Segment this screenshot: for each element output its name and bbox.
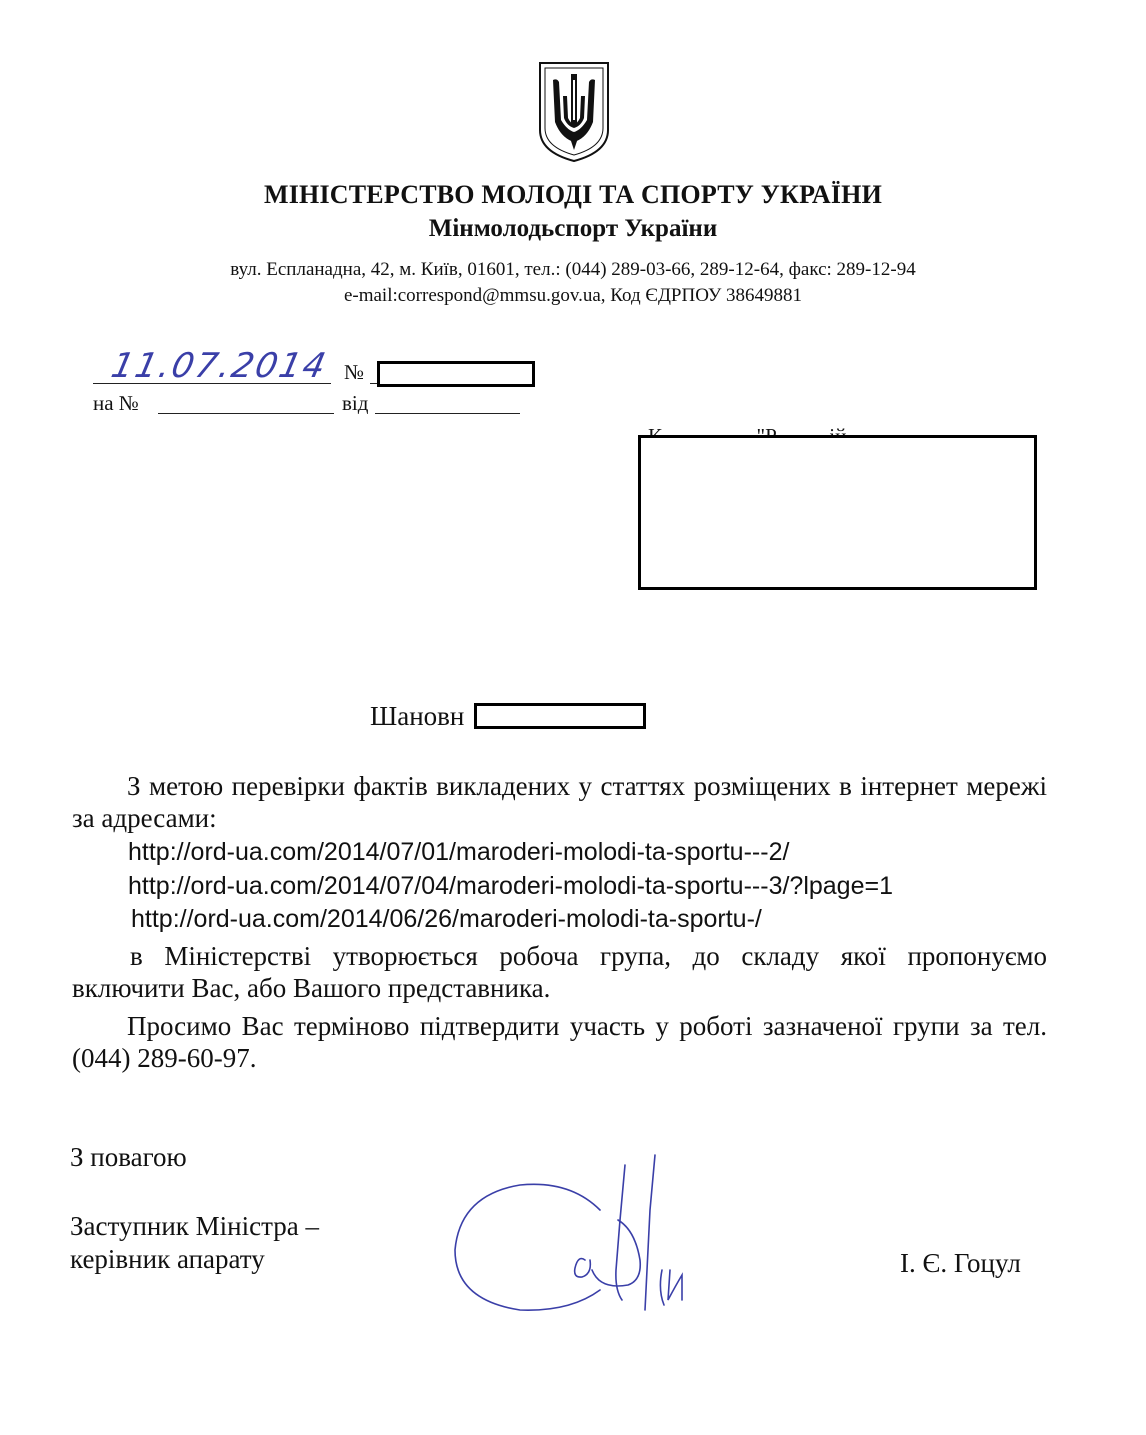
redacted-number (377, 361, 535, 387)
number-label: № (344, 360, 365, 384)
body-paragraph-1-intro: З метою перевірки фактів викладених у статтях розміщених в інтернет мережі за адресами: (72, 771, 1047, 833)
ministry-short-name: Мінмолодьспорт України (428, 215, 718, 242)
signer-name: І. Є. Гоцул (900, 1248, 1021, 1278)
reply-to-label: на № (93, 391, 139, 415)
ministry-address: вул. Еспланадна, 42, м. Київ, 01601, тел.: (044) 289-03-66, 289-12-64, факс: 289-12-94 (230, 259, 916, 280)
reply-number-line (158, 413, 334, 414)
redacted-recipient (638, 435, 1037, 590)
coat-of-arms-icon (537, 60, 611, 164)
redacted-name (474, 703, 646, 729)
handwritten-date: 11.07.2014 (107, 346, 331, 386)
article-link-2[interactable]: http://ord-ua.com/2014/07/04/maroderi-molodi-ta-sportu---3/?lpage=1 (128, 872, 893, 900)
closing-regards: З повагою (70, 1142, 187, 1172)
salutation: Шановн (370, 701, 465, 731)
signer-position-line-2: керівник апарату (70, 1244, 265, 1274)
body-paragraph-1-continuation: в Міністерстві утворюється робоча група, до складу якої пропонуємо включити Вас, або Вашого представника. (72, 941, 1047, 1003)
date-line (93, 383, 331, 384)
ministry-name: МІНІСТЕРСТВО МОЛОДІ ТА СПОРТУ УКРАЇНИ (263, 180, 883, 209)
article-link-1[interactable]: http://ord-ua.com/2014/07/01/maroderi-molodi-ta-sportu---2/ (128, 838, 790, 866)
signature-icon (450, 1150, 740, 1320)
reply-date-line (375, 413, 520, 414)
from-label: від (342, 391, 369, 415)
article-link-3[interactable]: http://ord-ua.com/2014/06/26/maroderi-molodi-ta-sportu-/ (131, 905, 762, 933)
body-paragraph-2: Просимо Вас терміново підтвердити участь у роботі зазначеної групи за тел. (044) 289-60-97. (72, 1011, 1047, 1073)
signer-position-line-1: Заступник Міністра – (70, 1211, 319, 1241)
ministry-contacts: e-mail:correspond@mmsu.gov.ua, Код ЄДРПОУ 38649881 (343, 285, 803, 306)
